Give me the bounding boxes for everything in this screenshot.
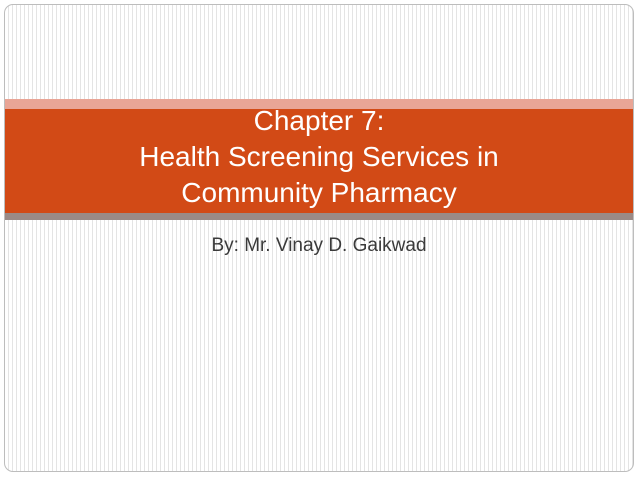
slide-title [5,103,633,211]
slide-title-line-3: Community Pharmacy [181,177,457,208]
slide-subtitle: By: Mr. Vinay D. Gaikwad [211,235,427,256]
title-band-bottom-stripe [5,213,633,220]
slide-title-line-1: Chapter 7: [253,105,385,136]
slide-title-line-2: Health Screening Services in [139,141,499,172]
slide [4,4,634,472]
